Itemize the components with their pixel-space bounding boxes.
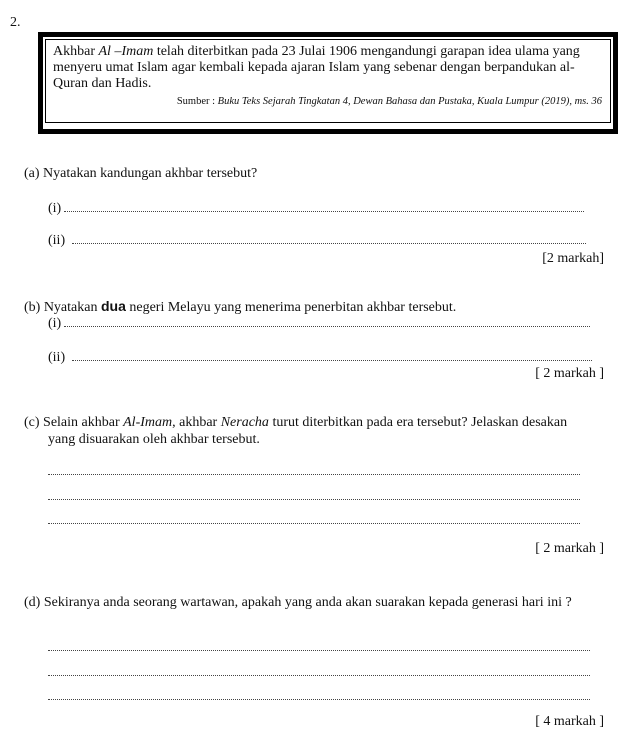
source-citation [53,94,604,110]
part-b-answer-line-ii[interactable] [72,360,592,361]
part-a-item-ii-label: (ii) [48,233,66,248]
part-b-q-post: negeri Melayu yang menerima penerbitan akhbar tersebut. [125,300,457,315]
part-d-marks: [ 4 markah ] [535,714,604,729]
passage-italic-title: Al –Imam [98,44,154,59]
part-c-answer-line-2[interactable] [48,499,580,500]
source-box [38,32,618,134]
part-a-item-i-label: (i) [48,201,62,216]
part-d-answer-line-3[interactable] [48,699,590,700]
part-a-answer-line-ii[interactable] [72,243,586,244]
part-c-q1-italic: Al-Imam [123,415,173,430]
source-text: Buku Teks Sejarah Tingkatan 4, Dewan Bahasa dan Pustaka, Kuala Lumpur (2019), ms. 36 [217,96,602,107]
source-passage [53,44,604,92]
part-b-q-bold: dua [100,298,126,314]
source-box-inner [45,39,611,123]
part-a-answer-line-i[interactable] [64,211,584,212]
part-c-answer-line-1[interactable] [48,474,580,475]
question-number: 2. [10,15,21,30]
part-b-answer-line-i[interactable] [64,326,590,327]
part-c-marks: [ 2 markah ] [535,541,604,556]
part-d-answer-line-1[interactable] [48,650,590,651]
part-c-question-line-2: yang disuarakan oleh akhbar tersebut. [48,432,260,447]
passage-text-2: telah diterbitkan pada 23 Julai 1906 mengandungi garapan idea ulama yang menyeru umat Islam agar kembali kepada ajaran Islam yang sebenar dengan berpandukan al-Quran dan Hadis. [53,44,580,91]
part-c-q3: turut diterbitkan pada era tersebut? Jelaskan desakan [268,415,568,430]
part-c-q1: (c) Selain akhbar [24,415,124,430]
part-b-item-ii-label: (ii) [48,350,66,365]
part-a-question: (a) Nyatakan kandungan akhbar tersebut? [24,166,258,181]
passage-text-1: Akhbar [53,44,99,59]
source-label: Sumber : [176,96,218,107]
part-b-question [24,298,614,316]
part-c-question-line-1 [24,414,614,431]
part-d-answer-line-2[interactable] [48,675,590,676]
part-c-answer-line-3[interactable] [48,523,580,524]
part-a-marks: [2 markah] [542,251,604,266]
part-b-q-pre: (b) Nyatakan [24,300,101,315]
part-c-q2-italic: Neracha [220,415,269,430]
part-b-item-i-label: (i) [48,316,62,331]
part-d-question: (d) Sekiranya anda seorang wartawan, apakah yang anda akan suarakan kepada generasi hari ini ? [24,595,572,610]
part-c-q2: , akhbar [172,415,221,430]
part-b-marks: [ 2 markah ] [535,366,604,381]
